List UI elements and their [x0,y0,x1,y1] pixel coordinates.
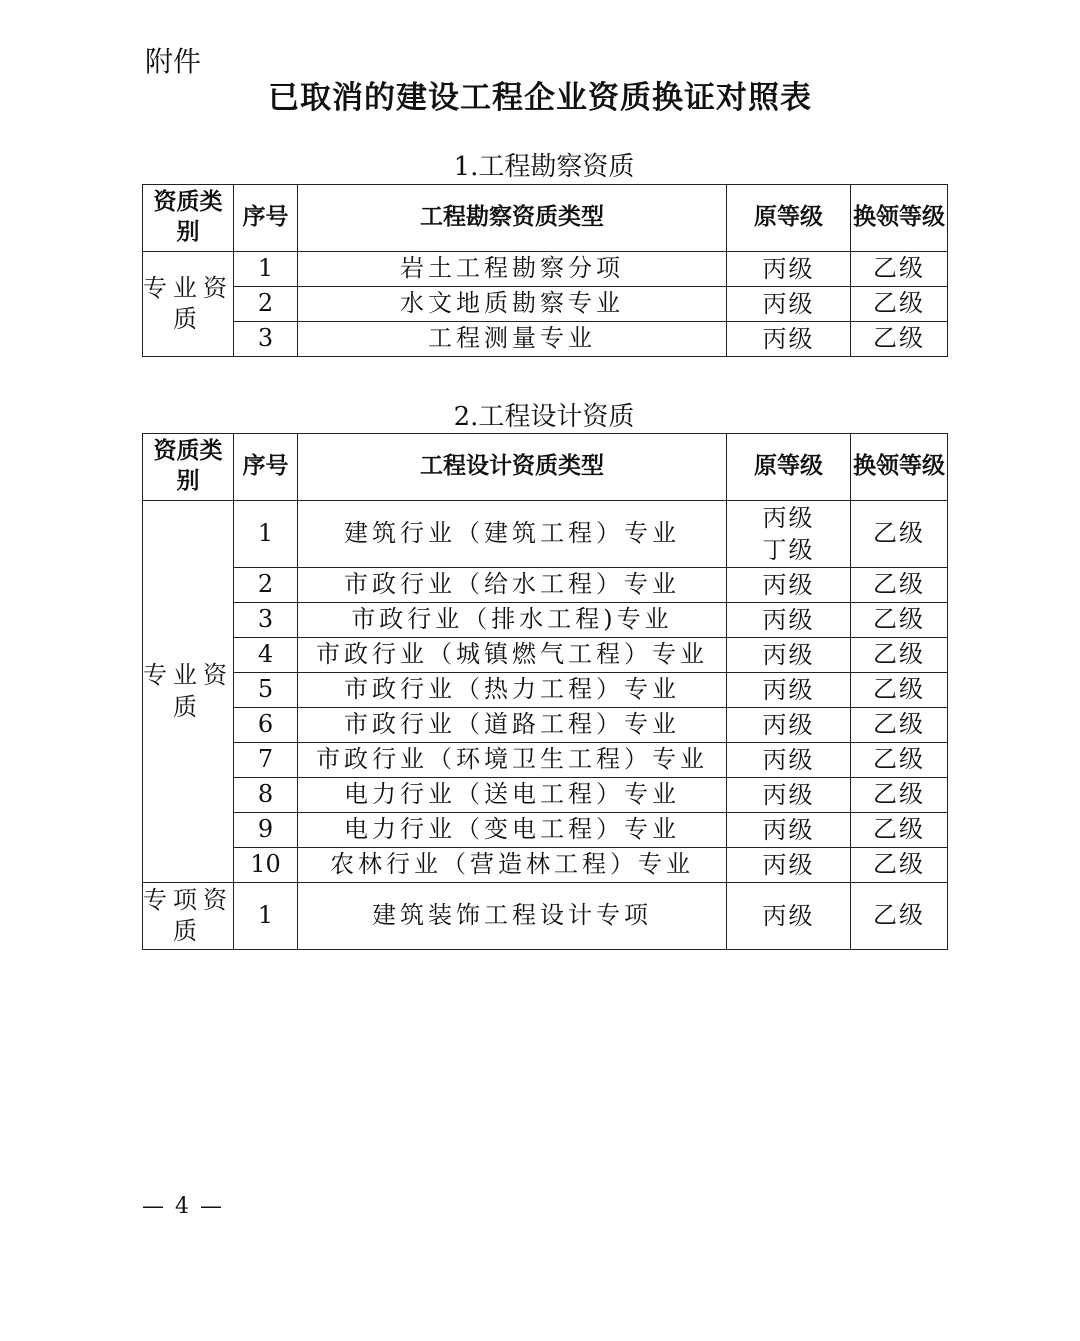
table-row [143,568,948,603]
table-row [143,708,948,743]
index-cell: 9 [234,813,298,848]
new-grade-cell: 乙级 [851,778,948,813]
type-cell: 市政行业（给水工程）专业 [298,568,727,603]
orig-grade-cell [727,603,851,638]
survey-qualification-table [142,184,948,357]
type-cell: 市政行业（道路工程）专业 [298,708,727,743]
index-cell: 2 [234,287,298,322]
category-cell: 专业资质 [143,501,234,883]
orig-grade-value: 丙级 [762,676,815,704]
type-header: 工程设计资质类型 [298,434,727,501]
design-section-heading: 2.工程设计资质 [453,402,635,432]
type-cell: 工程测量专业 [298,322,727,357]
orig-grade-value: 丙级 [762,255,815,283]
orig-grade-value: 丙级 [762,325,815,353]
orig-grade-value: 丙级 [762,781,815,809]
orig-grade-header: 原等级 [727,185,851,252]
orig-grade-cell [727,501,851,568]
table-row [143,252,948,287]
orig-grade-cell [727,673,851,708]
new-grade-header: 换领等级 [851,185,948,252]
new-grade-cell: 乙级 [851,603,948,638]
orig-grade-cell [727,287,851,322]
orig-grade-cell [727,883,851,950]
type-cell: 市政行业（热力工程）专业 [298,673,727,708]
table-row [143,778,948,813]
type-cell: 农林行业（营造林工程）专业 [298,848,727,883]
table-header-row [143,185,948,252]
orig-grade-value: 丙级 [762,641,815,669]
category-cell: 专项资质 [143,883,234,950]
new-grade-cell: 乙级 [851,252,948,287]
type-cell: 市政行业（排水工程)专业 [298,603,727,638]
index-header: 序号 [234,185,298,252]
type-header: 工程勘察资质类型 [298,185,727,252]
orig-grade-value: 丙级 [762,606,815,634]
table-row [143,603,948,638]
new-grade-header: 换领等级 [851,434,948,501]
survey-section-heading: 1.工程勘察资质 [453,152,635,182]
table-row [143,673,948,708]
index-cell: 10 [234,848,298,883]
table-row [143,883,948,950]
index-cell: 3 [234,322,298,357]
orig-grade-value: 丙级 [762,290,815,318]
new-grade-cell: 乙级 [851,287,948,322]
orig-grade-value: 丙级 [762,571,815,599]
category-header: 资质类别 [143,185,234,252]
index-cell: 4 [234,638,298,673]
document-title: 已取消的建设工程企业资质换证对照表 [268,80,812,116]
table-row [143,287,948,322]
orig-grade-value: 丁级 [762,536,815,564]
table-row [143,813,948,848]
type-cell: 建筑行业（建筑工程）专业 [298,501,727,568]
orig-grade-value: 丙级 [762,711,815,739]
orig-grade-cell [727,743,851,778]
orig-grade-cell [727,322,851,357]
orig-grade-cell [727,638,851,673]
type-cell: 市政行业（城镇燃气工程）专业 [298,638,727,673]
type-cell: 市政行业（环境卫生工程）专业 [298,743,727,778]
new-grade-cell: 乙级 [851,638,948,673]
orig-grade-cell [727,252,851,287]
orig-grade-value: 丙级 [762,851,815,879]
type-cell: 水文地质勘察专业 [298,287,727,322]
index-cell: 8 [234,778,298,813]
design-qualification-table [142,433,948,950]
type-cell: 电力行业（变电工程）专业 [298,813,727,848]
new-grade-cell: 乙级 [851,322,948,357]
index-header: 序号 [234,434,298,501]
new-grade-cell: 乙级 [851,708,948,743]
index-cell: 5 [234,673,298,708]
new-grade-cell: 乙级 [851,673,948,708]
orig-grade-value: 丙级 [762,746,815,774]
orig-grade-cell [727,848,851,883]
new-grade-cell: 乙级 [851,501,948,568]
type-cell: 岩土工程勘察分项 [298,252,727,287]
orig-grade-value: 丙级 [762,902,815,930]
orig-grade-header: 原等级 [727,434,851,501]
new-grade-cell: 乙级 [851,568,948,603]
index-cell: 7 [234,743,298,778]
category-cell: 专业资质 [143,252,234,357]
page-number: — 4 — [142,1194,224,1219]
new-grade-cell: 乙级 [851,848,948,883]
orig-grade-value: 丙级 [762,504,815,532]
index-cell: 3 [234,603,298,638]
new-grade-cell: 乙级 [851,743,948,778]
orig-grade-cell [727,568,851,603]
new-grade-cell: 乙级 [851,813,948,848]
type-cell: 电力行业（送电工程）专业 [298,778,727,813]
attachment-label: 附件 [145,45,202,78]
index-cell: 1 [234,883,298,950]
index-cell: 1 [234,501,298,568]
table-row [143,848,948,883]
table-row [143,743,948,778]
table-row [143,501,948,568]
orig-grade-cell [727,778,851,813]
orig-grade-value: 丙级 [762,816,815,844]
index-cell: 6 [234,708,298,743]
orig-grade-cell [727,813,851,848]
new-grade-cell: 乙级 [851,883,948,950]
orig-grade-cell [727,708,851,743]
type-cell: 建筑装饰工程设计专项 [298,883,727,950]
table-row [143,322,948,357]
index-cell: 1 [234,252,298,287]
table-header-row [143,434,948,501]
table-row [143,638,948,673]
category-header: 资质类别 [143,434,234,501]
index-cell: 2 [234,568,298,603]
